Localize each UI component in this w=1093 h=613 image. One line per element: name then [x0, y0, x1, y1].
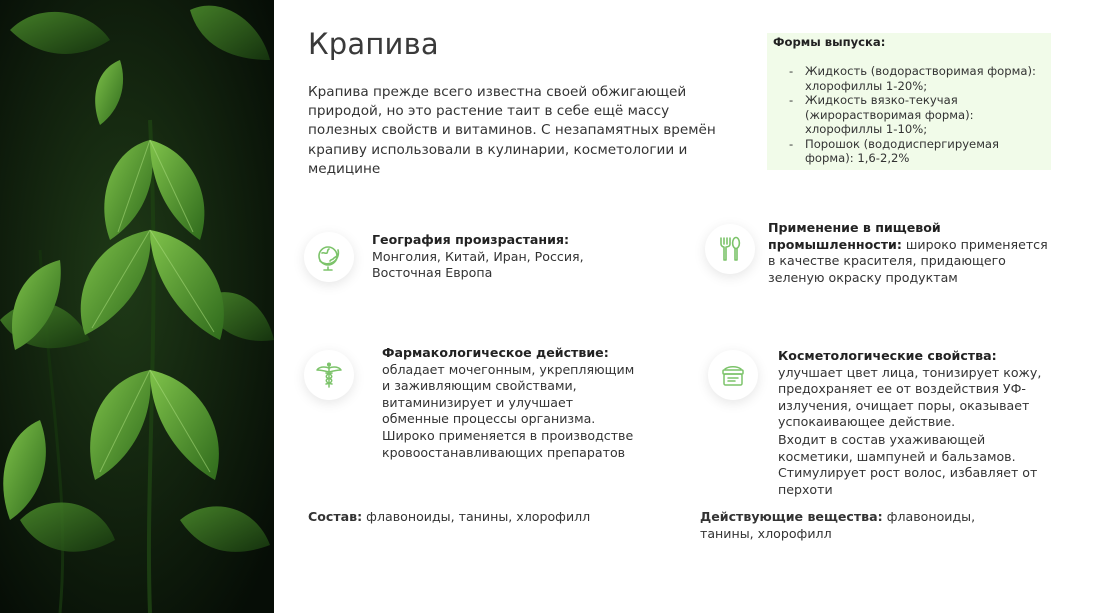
pharmacology-label: Фармакологическое действие: — [382, 345, 609, 360]
release-forms-box — [767, 33, 1051, 170]
release-forms-title: Формы выпуска: — [773, 35, 886, 49]
pharmacology-text: обладает мочегонным, укрепляющим и заживляющим свойствами, витаминизирует и улучшает обменные процессы организма. Широко применяется в производстве кровоостанавливающих препаратов — [382, 361, 635, 460]
composition-label: Состав: — [308, 509, 363, 524]
pharmacology-block — [382, 345, 642, 461]
intro-paragraph: Крапива прежде всего известна своей обжигающей природой, но это растение таит в себе ещё массу полезных свойств и витаминов. С незапамятных времён крапиву использовали в кулинарии, косметологии и медицине — [308, 84, 716, 177]
fork-spoon-icon — [705, 224, 755, 274]
globe-icon — [304, 232, 354, 282]
food-block — [768, 220, 1048, 286]
cosmetology-paragraph-2: Входит в состав ухаживающей косметики, шампуней и бальзамов. Стимулирует рост волос, избавляет от перхоти — [778, 431, 1038, 497]
cream-jar-icon — [708, 350, 758, 400]
food-text: широко применяется в качестве красителя, придающего зеленую окраску продуктам — [768, 236, 1048, 285]
active-substances-label: Действующие вещества: — [700, 509, 883, 524]
cosmetology-paragraph-1 — [778, 348, 1063, 431]
release-forms-list — [773, 64, 1045, 166]
geography-text: Монголия, Китай, Иран, Россия, Восточная Европа — [372, 248, 584, 281]
composition-text: флавоноиды, танины, хлорофилл — [362, 509, 591, 524]
list-item: - Жидкость (водорастворимая форма): хлорофиллы 1-20%; — [781, 64, 1045, 93]
cosmetology-label: Косметологические свойства: — [778, 348, 997, 363]
geography-label: География произрастания: — [372, 232, 570, 247]
geography-block — [372, 232, 632, 282]
cosmetology-text: улучшает цвет лица, тонизирует кожу, предохраняет ее от воздействия УФ-излучения, очищает поры, оказывает успокаивающее действие. — [778, 364, 1042, 430]
composition-line — [308, 509, 668, 526]
list-item: - Жидкость вязко-текучая (жирорастворимая форма): хлорофиллы 1-10%; — [781, 93, 1045, 137]
cosmetology-block — [778, 348, 1063, 498]
nettle-photo — [0, 0, 274, 613]
active-substances-text: флавоноиды, танины, хлорофилл — [700, 509, 976, 541]
active-substances-line — [700, 509, 1020, 542]
page-title: Крапива — [308, 27, 439, 61]
food-label: Применение в пищевой промышленности: — [768, 220, 941, 252]
list-item: - Порошок (вододиспергируемая форма): 1,6-2,2% — [781, 137, 1045, 166]
nettle-leaves-illustration — [0, 0, 274, 613]
caduceus-icon — [304, 350, 354, 400]
